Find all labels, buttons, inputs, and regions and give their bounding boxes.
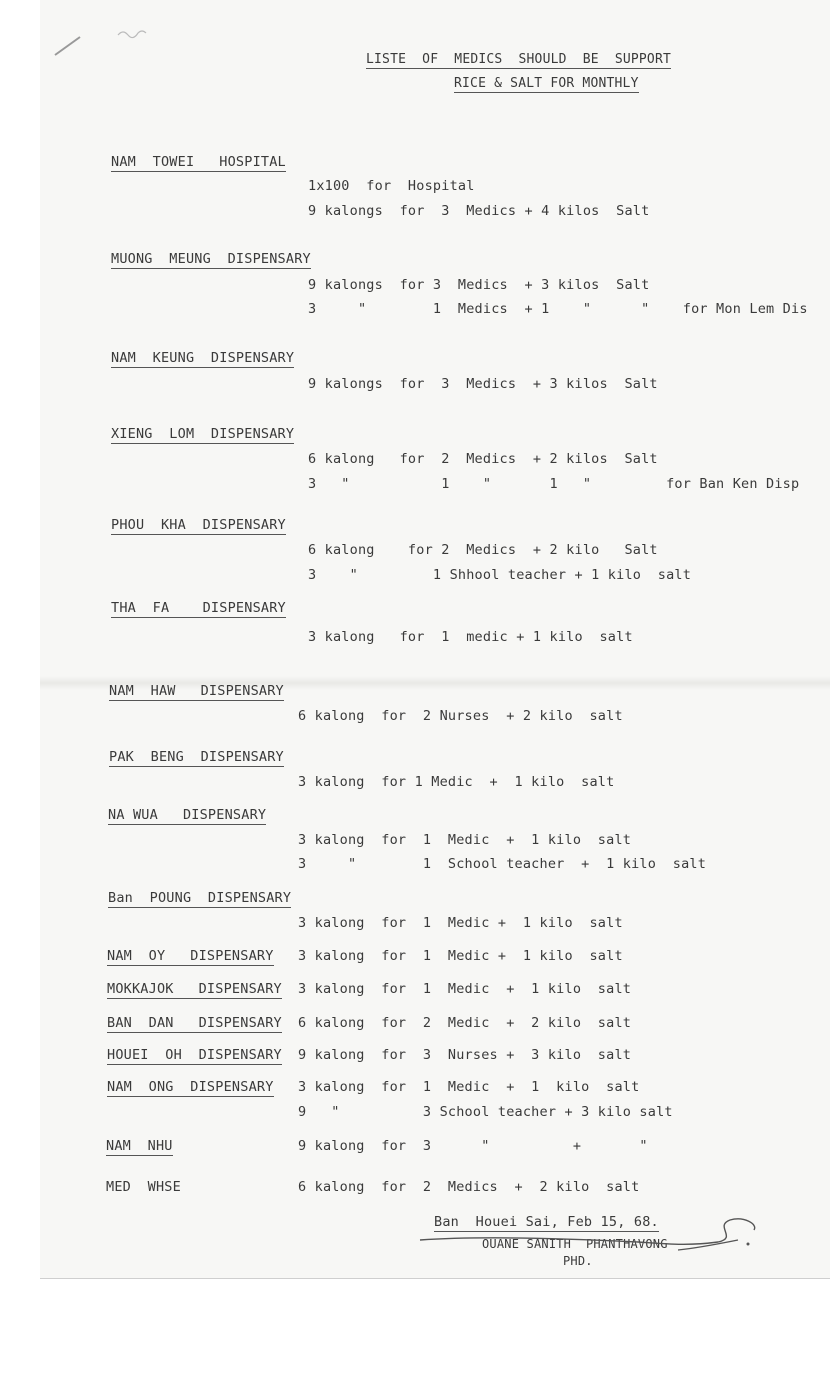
entry-name: NAM HAW DISPENSARY (109, 683, 284, 699)
entry-name: PAK BENG DISPENSARY (109, 749, 284, 765)
entry-name: MUONG MEUNG DISPENSARY (111, 251, 311, 267)
entry-line: 3 " 1 Shhool teacher + 1 kilo salt (308, 567, 692, 583)
entry-line: 6 kalong for 2 Medic + 2 kilo salt (298, 1015, 632, 1031)
entry-name: Ban POUNG DISPENSARY (108, 890, 292, 906)
entry-name: NAM KEUNG DISPENSARY (111, 350, 295, 366)
entry-line: 3 kalong for 1 Medic + 1 kilo salt (298, 832, 632, 848)
entry-name: THA FA DISPENSARY (111, 600, 286, 616)
entry-name: NA WUA DISPENSARY (108, 807, 267, 823)
entry-name: PHOU KHA DISPENSARY (111, 517, 286, 533)
entry-name: HOUEI OH DISPENSARY (107, 1047, 282, 1063)
entry-name: NAM TOWEI HOSPITAL (111, 154, 286, 170)
entry-line: 3 " 1 " 1 " for Ban Ken Disp (308, 476, 800, 492)
entry-line: 3 kalong for 1 Medic + 1 kilo salt (298, 981, 632, 997)
entry-name: NAM OY DISPENSARY (107, 948, 274, 964)
entry-line: 9 kalongs for 3 Medics + 3 kilos Salt (308, 277, 650, 293)
entry-line: 9 kalong for 3 " + " (298, 1138, 648, 1154)
entry-line: 3 kalong for 1 Medic + 1 kilo salt (298, 774, 615, 790)
title-line-2: RICE & SALT FOR MONTHLY (454, 76, 639, 91)
entry-name: XIENG LOM DISPENSARY (111, 426, 295, 442)
entry-line: 6 kalong for 2 Medics + 2 kilo salt (298, 1179, 640, 1195)
entry-line: 6 kalong for 2 Medics + 2 kilos Salt (308, 451, 658, 467)
entry-name: MED WHSE (106, 1179, 181, 1195)
entry-line: 3 " 1 Medics + 1 " " for Mon Lem Dis (308, 301, 808, 317)
title-line-1: LISTE OF MEDICS SHOULD BE SUPPORT (366, 52, 672, 67)
entry-line: 6 kalong for 2 Nurses + 2 kilo salt (298, 708, 623, 724)
entry-line: 9 kalongs for 3 Medics + 3 kilos Salt (308, 376, 658, 392)
signatory-title: PHD. (563, 1254, 593, 1268)
entry-line: 9 kalong for 3 Nurses + 3 kilo salt (298, 1047, 632, 1063)
place-date: Ban Houei Sai, Feb 15, 68. (434, 1214, 659, 1230)
entry-name: BAN DAN DISPENSARY (107, 1015, 282, 1031)
entry-line: 3 kalong for 1 Medic + 1 kilo salt (298, 1079, 640, 1095)
entry-line: 1x100 for Hospital (308, 178, 475, 194)
entry-line: 6 kalong for 2 Medics + 2 kilo Salt (308, 542, 658, 558)
entry-line: 9 " 3 School teacher + 3 kilo salt (298, 1104, 673, 1120)
entry-name: NAM NHU (106, 1138, 173, 1154)
entry-line: 3 kalong for 1 Medic + 1 kilo salt (298, 915, 623, 931)
entry-name: MOKKAJOK DISPENSARY (107, 981, 282, 997)
entry-line: 3 kalong for 1 medic + 1 kilo salt (308, 629, 633, 645)
entry-name: NAM ONG DISPENSARY (107, 1079, 274, 1095)
signature (418, 1212, 768, 1262)
signatory-name: OUANE SANITH PHANTHAVONG (482, 1237, 668, 1251)
entry-line: 3 " 1 School teacher + 1 kilo salt (298, 856, 707, 872)
entry-line: 3 kalong for 1 Medic + 1 kilo salt (298, 948, 623, 964)
entry-line: 9 kalongs for 3 Medics + 4 kilos Salt (308, 203, 650, 219)
margin-marks (50, 15, 170, 65)
